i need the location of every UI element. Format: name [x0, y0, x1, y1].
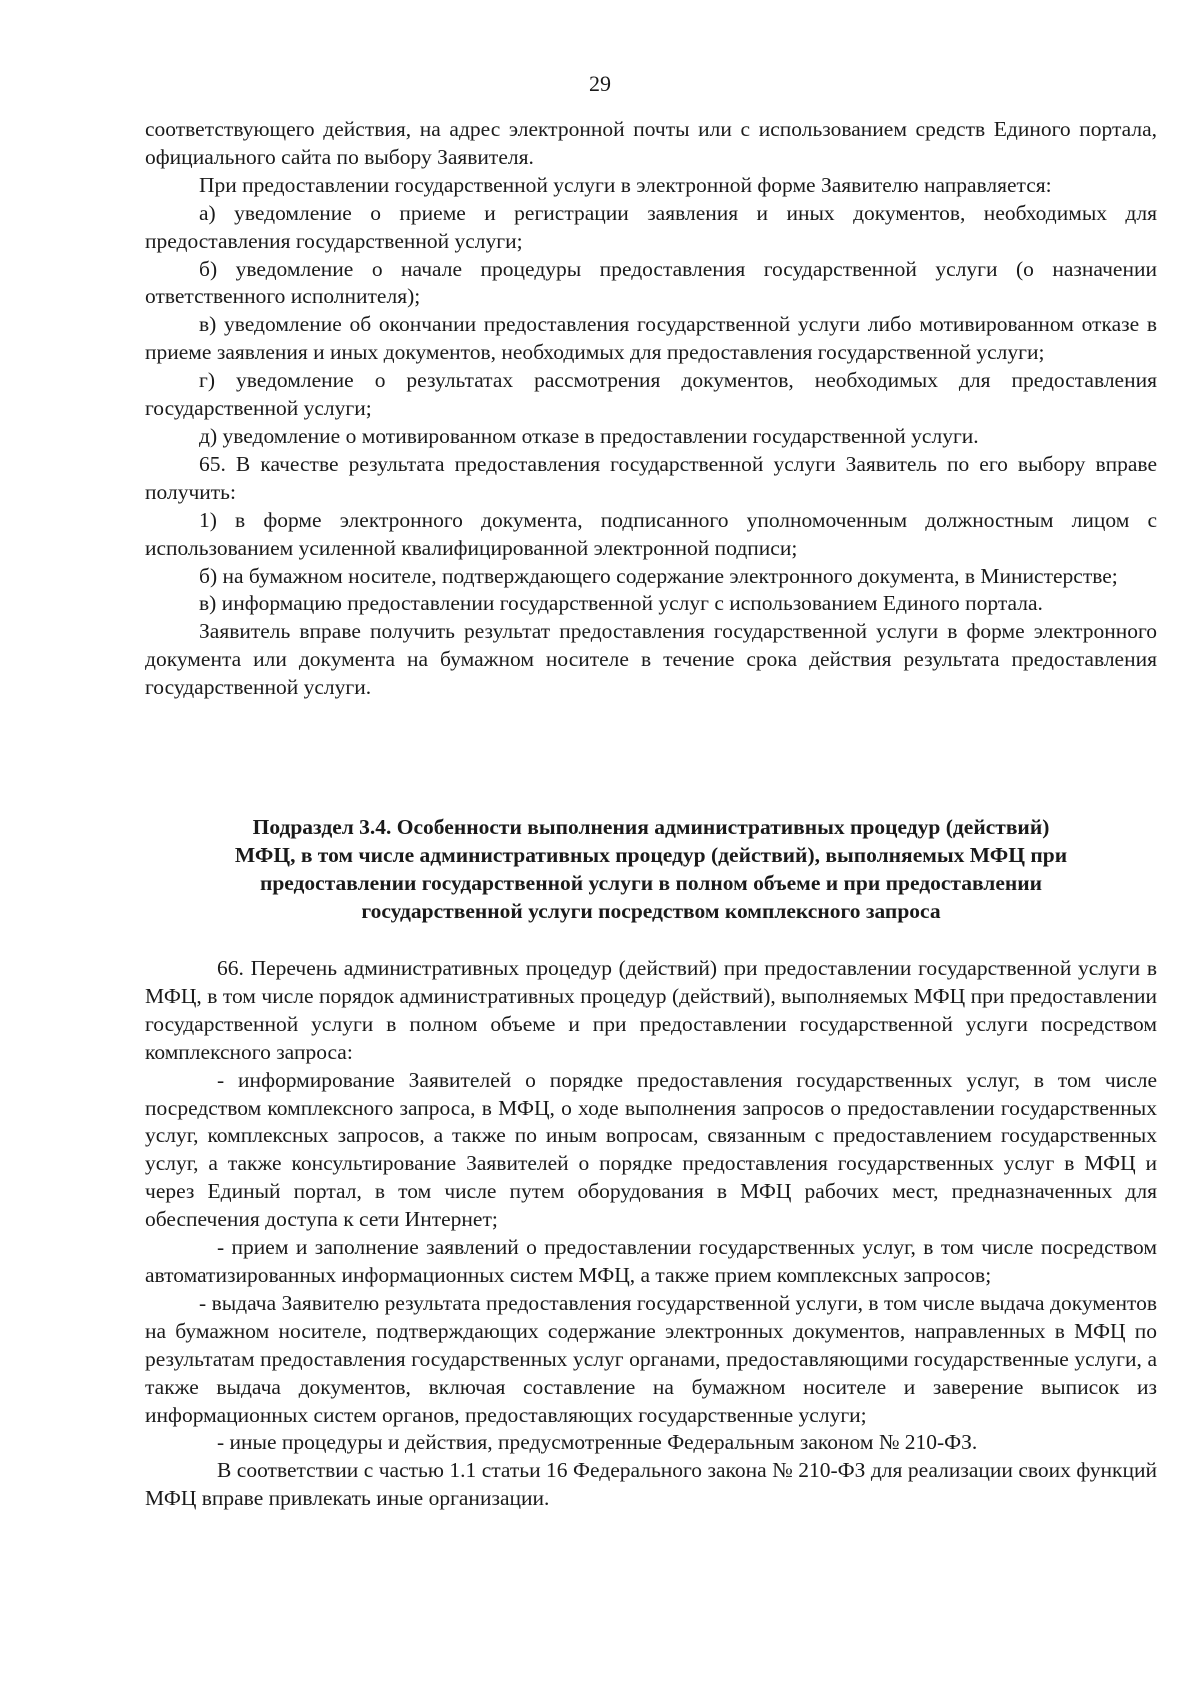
paragraph: - прием и заполнение заявлений о предоставлении государственных услуг, в том числе посредством автоматизированных информационных систем МФЦ, а также прием комплексных запросов; — [145, 1235, 1157, 1287]
section-heading-line: Подраздел 3.4. Особенности выполнения административных процедур (действий) — [252, 815, 1050, 839]
paragraph: г) уведомление о результатах рассмотрения документов, необходимых для предоставления государственной услуги; — [145, 368, 1157, 421]
paragraph: - выдача Заявителю результата предоставления государственной услуги, в том числе выдача документов на бумажном носителе, подтверждающих содержание электронных документов, направленных в МФЦ по результатам предоставления государственных услуг органами, предоставляющими государственные услуги, а также выдача документов, включая составление на бумажном носителе и заверение выписок из информационных систем органов, предоставляющих государственные услуги; — [145, 1290, 1157, 1427]
paragraph: Заявитель вправе получить результат предоставления государственной услуги в форме электронного документа или документа на бумажном носителе в течение срока действия результата предоставления государственной услуги. — [145, 619, 1157, 700]
paragraph: В соответствии с частью 1.1 статьи 16 Федерального закона № 210-ФЗ для реализации своих функций МФЦ вправе привлекать иные организации. — [145, 1458, 1157, 1511]
paragraph: - информирование Заявителей о порядке предоставления государственных услуг, в том числе посредством комплексного запроса, в МФЦ, о ходе выполнения запросов о предоставлении государственных услуг, комплексных запросов, а также по иным вопросам, связанным с предоставлением государственных услуг, а также консультирование Заявителей о порядке предоставления государственных услуг в МФЦ и через Единый портал, в том числе путем оборудования в МФЦ рабочих мест, предназначенных для обеспечения доступа к сети Интернет; — [145, 1067, 1157, 1232]
paragraph: а) уведомление о приеме и регистрации заявления и иных документов, необходимых для предоставления государственной услуги; — [145, 200, 1157, 253]
paragraph: 1) в форме электронного документа, подписанного уполномоченным должностным лицом с использованием усиленной квалифицированной электронной подписи; — [145, 507, 1157, 560]
paragraph: соответствующего действия, на адрес электронной почты или с использованием средств Единого портала, официального сайта по выбору Заявителя. — [145, 117, 1157, 169]
section-heading-line: МФЦ, в том числе административных процедур (действий), выполняемых МФЦ при — [234, 842, 1068, 867]
paragraph: При предоставлении государственной услуги в электронной форме Заявителю направляется: — [199, 172, 1052, 197]
body-text-bottom — [145, 955, 1157, 1513]
paragraph: 65. В качестве результата предоставления государственной услуги Заявитель по его выбору вправе получить: — [145, 451, 1157, 504]
paragraph: б) уведомление о начале процедуры предоставления государственной услуги (о назначении ответственного исполнителя); — [145, 256, 1157, 309]
paragraph: в) уведомление об окончании предоставления государственной услуги либо мотивированном отказе в приеме заявления и иных документов, необходимых для предоставления государственной услуги; — [145, 312, 1157, 365]
section-heading-line: государственной услуги посредством комплексного запроса — [361, 898, 941, 923]
paragraph: в) информацию предоставлении государственной услуг с использованием Единого портала. — [199, 591, 1043, 616]
body-text-top — [145, 116, 1157, 702]
section-heading-line: предоставлении государственной услуги в полном объеме и при предоставлении — [259, 870, 1043, 895]
section-heading — [145, 814, 1157, 926]
paragraph: 66. Перечень административных процедур (действий) при предоставлении государственной услуги в МФЦ, в том числе порядок административных процедур (действий), выполняемых МФЦ при предоставлении государственной услуги в полном объеме и при предоставлении государственной услуги посредством комплексного запроса: — [145, 956, 1157, 1064]
paragraph: б) на бумажном носителе, подтверждающего содержание электронного документа, в Министерстве; — [199, 563, 1118, 588]
paragraph: д) уведомление о мотивированном отказе в предоставлении государственной услуги. — [199, 423, 979, 448]
paragraph: - иные процедуры и действия, предусмотренные Федеральным законом № 210-ФЗ. — [217, 1430, 978, 1455]
page-number: 29 — [589, 71, 611, 96]
